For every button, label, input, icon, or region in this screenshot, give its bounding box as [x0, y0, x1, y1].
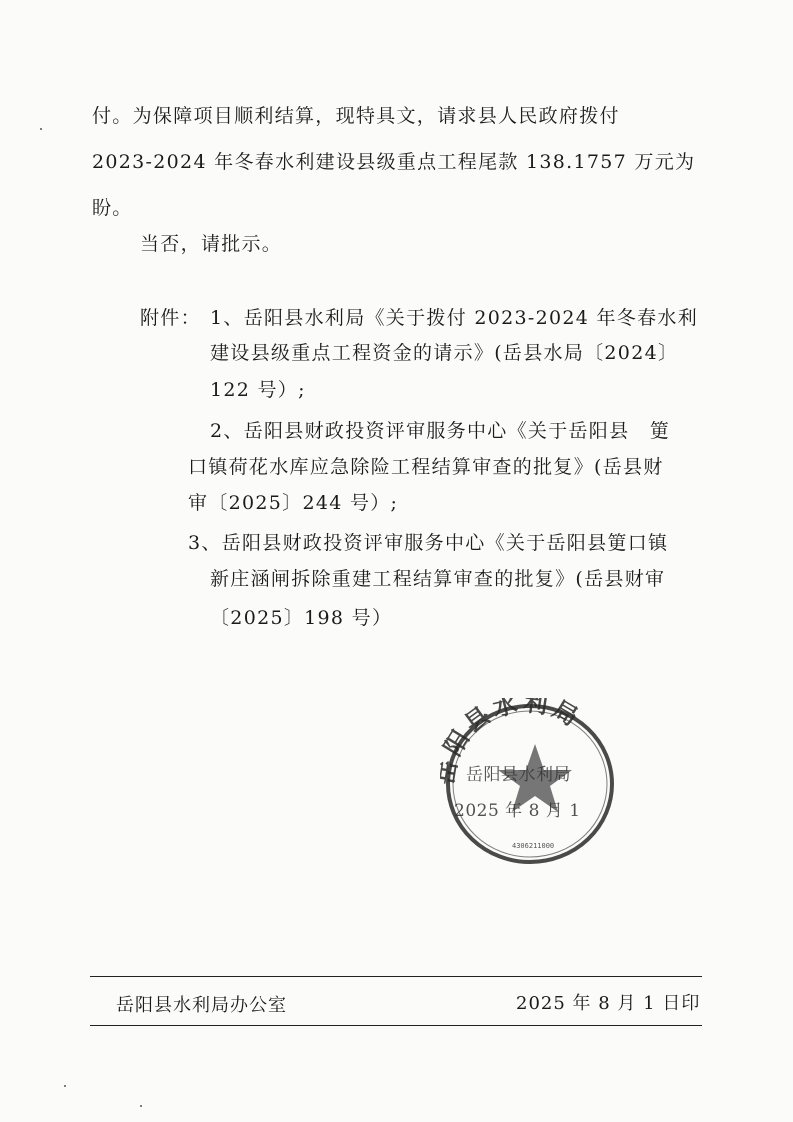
footer-bottom-rule: [90, 1025, 702, 1026]
seal-overlay-date: 2025 年 8 月 1: [454, 801, 581, 821]
attachment-3-line-1: 3、岳阳县财政投资评审服务中心《关于岳阳县筻口镇: [188, 532, 669, 554]
seal-arc-text: 阳县水利局: [440, 698, 587, 761]
attachments-label: 附件：: [140, 307, 201, 329]
attachment-2-line-1: 2、岳阳县财政投资评审服务中心《关于岳阳县 筻: [210, 420, 670, 442]
official-seal: [440, 698, 620, 868]
body-line-1: 付。为保障项目顺利结算，现特具文，请求县人民政府拨付: [92, 105, 620, 127]
seal-overlay-name: 岳阳县水利局: [466, 765, 571, 785]
attachment-2-line-2: 口镇荷花水库应急除险工程结算审查的批复》(岳县财: [188, 456, 664, 478]
footer-print-date: 2025 年 8 月 1 日印: [516, 993, 701, 1014]
body-line-3: 盼。: [92, 197, 133, 219]
approval-request-line: 当否，请批示。: [140, 233, 283, 255]
attachment-3-line-2: 新庄涵闸拆除重建工程结算审查的批复》(岳县财审: [210, 568, 666, 590]
scan-speck: [140, 1105, 142, 1107]
footer-org: 岳阳县水利局办公室: [116, 995, 287, 1016]
scan-speck: [40, 128, 42, 130]
attachment-2-line-3: 审〔2025〕244 号）;: [188, 492, 399, 514]
seal-code: 4306211000: [512, 842, 555, 850]
attachment-3-line-3: 〔2025〕198 号）: [210, 607, 393, 629]
footer-top-rule: [90, 976, 702, 977]
body-line-2: 2023-2024 年冬春水利建设县级重点工程尾款 138.1757 万元为: [92, 151, 696, 173]
attachment-1-line-2: 建设县级重点工程资金的请示》(岳县水局〔2024〕: [210, 342, 679, 364]
scan-speck: [64, 1085, 66, 1087]
attachment-1-line-1: 1、岳阳县水利局《关于拨付 2023-2024 年冬春水利: [210, 307, 698, 329]
attachment-1-line-3: 122 号）;: [210, 379, 306, 401]
